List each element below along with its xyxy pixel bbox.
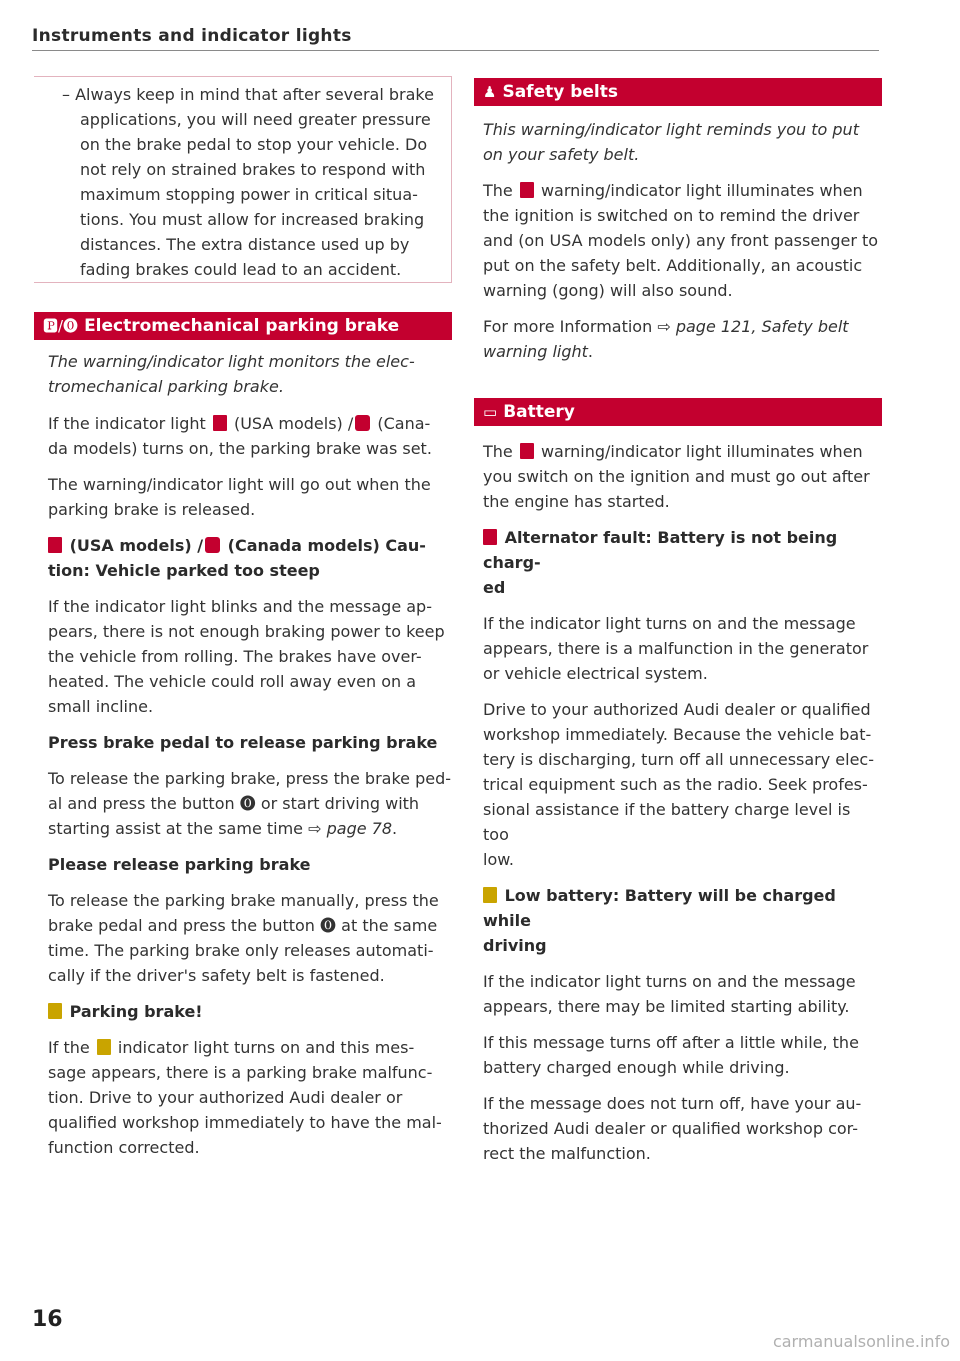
text: warning/indicator light illuminates when — [540, 442, 863, 461]
parking-brake-section-title: Electromechanical parking brake — [84, 316, 400, 336]
press-brake-heading: Press brake pedal to release parking brake — [48, 733, 438, 752]
p6-line: function corrected. — [48, 1138, 200, 1157]
warning-line: – Always keep in mind that after several brake — [62, 85, 434, 104]
text: at the same — [341, 916, 438, 935]
p4-line: appears, there may be limited starting ability. — [483, 997, 850, 1016]
watermark: carmanualsonline.info — [772, 1332, 950, 1351]
parking-fault-icon — [97, 1039, 111, 1055]
battery-p6 — [483, 1091, 881, 1166]
p6-line: thorized Audi dealer or qualified workshop cor- — [483, 1119, 858, 1138]
p2-line — [483, 314, 881, 339]
warning-line: on the brake pedal to stop your vehicle. Do — [80, 135, 428, 154]
seatbelt-icon: ♟ — [483, 83, 497, 101]
p3-line: tery is discharging, turn off all unnecessary elec- — [483, 750, 874, 769]
parking-p3 — [48, 594, 452, 719]
p3-line: low. — [483, 850, 514, 869]
parking-p5 — [48, 888, 452, 988]
text: starting assist at the same time — [48, 819, 304, 838]
p1-line — [483, 439, 881, 464]
text: (Cana- — [377, 414, 431, 433]
text: If the — [48, 1038, 90, 1057]
text: (Canada models) Cau- — [227, 536, 426, 555]
p1-line: you switch on the ignition and must go out after — [483, 467, 870, 486]
text: al and press the button — [48, 794, 235, 813]
page-121-link[interactable]: ⇨ page 121, Safety belt — [657, 317, 849, 336]
park-usa-indicator-icon — [213, 415, 227, 431]
section-header-title: Instruments and indicator lights — [32, 26, 352, 46]
p2-line: parking brake is released. — [48, 500, 256, 519]
battery-section-bar — [474, 398, 882, 426]
text: (USA models) / — [233, 414, 354, 433]
text: (USA models) / — [69, 536, 204, 555]
battery-p4 — [483, 969, 881, 1019]
heading-line: ed — [483, 578, 506, 597]
low-battery-heading — [483, 883, 881, 958]
battery-indicator-icon — [483, 529, 497, 545]
parking-brake-icon: 🅿/⓿ — [43, 317, 79, 335]
p1-line: the engine has started. — [483, 492, 670, 511]
p3-line: small incline. — [48, 697, 154, 716]
p4-line: starting assist at the same time ⇨ page 78. — [48, 819, 398, 838]
p3-line: If the indicator light blinks and the message ap- — [48, 597, 432, 616]
battery-p5 — [483, 1030, 881, 1080]
intro-line: This warning/indicator light reminds you to put — [483, 120, 859, 139]
p4-line: If the indicator light turns on and the message — [483, 972, 856, 991]
p3-line: the vehicle from rolling. The brakes have over- — [48, 647, 422, 666]
text: Low battery: Battery will be charged while — [483, 886, 836, 930]
p4-line: To release the parking brake, press the brake ped- — [48, 769, 452, 788]
p6-line: sage appears, there is a parking brake malfunc- — [48, 1063, 433, 1082]
park-canada-indicator-icon — [205, 537, 220, 553]
low-battery-icon — [483, 887, 497, 903]
p2-line: If the indicator light turns on and the message — [483, 614, 856, 633]
text: warning/indicator light illuminates when — [540, 181, 863, 200]
text: indicator light turns on and this mes- — [117, 1038, 415, 1057]
warning-line: not rely on strained brakes to respond with — [80, 160, 426, 179]
parking-fault-heading — [48, 999, 452, 1024]
parking-p1 — [48, 411, 452, 461]
heading-line: driving — [483, 936, 547, 955]
p2-line: or vehicle electrical system. — [483, 664, 708, 683]
text: brake pedal and press the button — [48, 916, 315, 935]
text: . — [587, 342, 593, 361]
p6-line: qualified workshop immediately to have the mal- — [48, 1113, 442, 1132]
heading-line: tion: Vehicle parked too steep — [48, 561, 320, 580]
p3-line: trical equipment such as the radio. Seek profes- — [483, 775, 868, 794]
parking-intro — [48, 349, 452, 399]
warning-line: fading brakes could lead to an accident. — [80, 260, 402, 279]
parking-brake-content — [48, 349, 452, 1160]
belts-p2 — [483, 314, 881, 364]
warning-line: applications, you will need greater pressure — [80, 110, 431, 129]
park-canada-indicator-icon — [355, 415, 370, 431]
p6-line: tion. Drive to your authorized Audi dealer or — [48, 1088, 403, 1107]
text: For more Information — [483, 317, 653, 336]
text: If the indicator light — [48, 414, 206, 433]
battery-icon: ▭ — [483, 403, 498, 421]
warning-text — [62, 82, 452, 282]
p3-line: Drive to your authorized Audi dealer or qualified — [483, 700, 871, 719]
p3-line: workshop immediately. Because the vehicle bat- — [483, 725, 872, 744]
p5-line: battery charged enough while driving. — [483, 1058, 790, 1077]
warning-line: distances. The extra distance used up by — [80, 235, 410, 254]
p1-line: warning (gong) will also sound. — [483, 281, 733, 300]
parking-fault-icon — [48, 1003, 62, 1019]
warning-line: maximum stopping power in critical situa- — [80, 185, 418, 204]
p5-line: time. The parking brake only releases automati- — [48, 941, 434, 960]
p2-line: The warning/indicator light will go out when the — [48, 475, 431, 494]
release-brake-heading: Please release parking brake — [48, 855, 311, 874]
parking-p4 — [48, 766, 452, 841]
battery-indicator-icon — [520, 443, 534, 459]
p5-line: cally if the driver's safety belt is fastened. — [48, 966, 385, 985]
parking-button-icon: ⓿ — [320, 916, 337, 935]
p3-line: sional assistance if the battery charge level is too — [483, 800, 851, 844]
belts-intro — [483, 117, 881, 167]
p1-line: the ignition is switched on to remind the driver — [483, 206, 860, 225]
battery-content — [483, 439, 881, 1166]
p6-line: If the message does not turn off, have your au- — [483, 1094, 862, 1113]
battery-p1 — [483, 439, 881, 514]
text: or start driving with — [260, 794, 420, 813]
intro-line: on your safety belt. — [483, 145, 640, 164]
p3-line: heated. The vehicle could roll away even on a — [48, 672, 417, 691]
park-usa-indicator-icon — [48, 537, 62, 553]
p3-line: pears, there is not enough braking power to keep — [48, 622, 445, 641]
p1-line: put on the safety belt. Additionally, an acoustic — [483, 256, 863, 275]
parking-p2 — [48, 472, 452, 522]
safety-belts-content — [483, 117, 881, 364]
seatbelt-indicator-icon — [520, 182, 534, 198]
page-78-link[interactable]: ⇨ page 78 — [308, 819, 393, 838]
warning-line: tions. You must allow for increased braking — [80, 210, 425, 229]
p1-line: and (on USA models only) any front passenger to — [483, 231, 879, 250]
p2-line: appears, there is a malfunction in the generator — [483, 639, 869, 658]
p1-line: da models) turns on, the parking brake was set. — [48, 439, 432, 458]
text: The — [483, 442, 513, 461]
header-divider — [32, 50, 879, 51]
p5-line: To release the parking brake manually, press the — [48, 891, 439, 910]
p4-line — [48, 791, 452, 816]
page-number: 16 — [32, 1307, 63, 1332]
p5-line: If this message turns off after a little while, the — [483, 1033, 859, 1052]
p6-line — [48, 1035, 452, 1060]
text: Alternator fault: Battery is not being charg- — [483, 528, 838, 572]
battery-p2 — [483, 611, 881, 686]
p5-line — [48, 913, 452, 938]
p6-line: rect the malfunction. — [483, 1144, 651, 1163]
parking-button-icon: ⓿ — [239, 794, 256, 813]
parking-brake-section-bar — [34, 312, 452, 340]
alternator-fault-heading — [483, 525, 881, 600]
battery-section-title: Battery — [503, 402, 575, 422]
safety-belts-section-bar — [474, 78, 882, 106]
belts-p1 — [483, 178, 881, 303]
safety-belts-section-title: Safety belts — [502, 82, 618, 102]
battery-p3 — [483, 697, 881, 872]
text: The — [483, 181, 513, 200]
p1-line — [48, 411, 452, 436]
p2-line — [483, 339, 881, 364]
p1-line — [483, 178, 881, 203]
page-121-link-cont[interactable]: warning light — [483, 342, 588, 361]
intro-line: tromechanical parking brake. — [48, 377, 284, 396]
text: Parking brake! — [69, 1002, 203, 1021]
parking-p6 — [48, 1035, 452, 1160]
caution-steep-heading — [48, 533, 452, 583]
intro-line: The warning/indicator light monitors the elec- — [48, 352, 415, 371]
